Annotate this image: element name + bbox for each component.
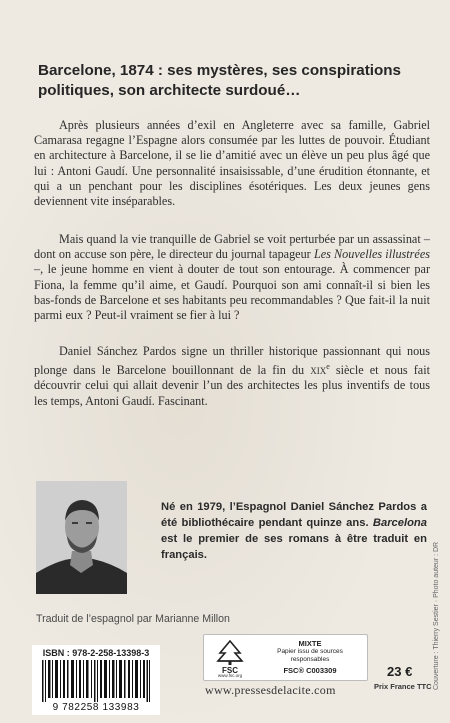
fsc-mixte: MIXTE [298,639,322,648]
headline: Barcelone, 1874 : ses mystères, ses conspirations politiques, son architecte surdoué… [38,62,402,99]
fsc-certification-label [203,634,368,681]
fsc-tree-logo-icon [210,639,250,675]
paragraph-2-part-2: –, le jeune homme en vient à douter de tout son entourage. À commencer par Fiona, la femme qu’il aime, et Gaudí. Pourquoi son ami connaît-il si bien les bas-fonds de Barcelone et ses habitants peu recommandables ? Que fait-il la nuit parmi eux ? Peut-il vraiment se fier à lui ? [34,262,430,323]
fsc-site: www.fsc.org [217,673,243,678]
author-bio-part-1: Né en 1979, l’Espagnol Daniel Sánchez Pardos a été bibliothécaire pendant quinze ans. [161,501,427,529]
barcode-block [32,645,160,715]
book-title: Barcelona [372,517,427,529]
author-photo [36,481,127,594]
paragraph-2-part-1: Mais quand la vie tranquille de Gabriel se voit perturbée par un assassinat – dont on accuse son père, le directeur du journal tapageur [34,232,430,262]
price-label: Prix France TTC [374,682,432,691]
synopsis-paragraph-2 [34,232,430,323]
isbn-number: ISBN : 978-2-258-13398-3 [42,648,150,658]
publisher-website[interactable]: www.pressesdelacite.com [205,683,336,697]
author-bio-part-2: est le premier de ses romans à être traduit en français. [161,533,427,561]
fsc-code: FSC® C003309 [283,666,337,675]
fsc-logo-text: FSC [222,666,238,675]
paragraph-3-part-2: siècle et nous fait découvrir celui qui allait devenir l’un des architectes les plus inventifs de tous les temps, Antoni Gaudí. Fascinant. [34,363,430,408]
synopsis-paragraph-1: Après plusieurs années d’exil en Angleterre avec sa famille, Gabriel Camarasa regagne l’Espagne alors consumée par les luttes de pouvoir. Étudiant en architecture à Barcelone, il se lie d’amitié avec un élève un peu plus âgé que lui : Antoni Gaudí. Une personnalité insaisissable, d’une érudition étonnante, et qui a un penchant pour les disciplines ésotériques. Les deux jeunes gens deviennent vite inséparables. [34,118,430,209]
ean-digits: 9 782258 133983 [52,702,140,713]
review-paragraph [34,344,430,409]
century-numeral: xix [310,363,327,378]
author-bio [161,499,427,563]
fsc-sub-2: responsables [290,655,330,663]
paragraph-3-part-1: Daniel Sánchez Pardos signe un thriller historique passionnant qui nous plonge dans le Barcelone bouillonnant de la fin du [34,344,430,378]
fsc-sub-1: Papier issu de sources [277,648,343,655]
fsc-text [256,639,364,675]
cover-credits: Couverture : Thierry Sestier · Photo auteur : DR [433,541,440,690]
newspaper-title: Les Nouvelles illustrées [313,247,430,262]
translator-credit: Traduit de l’espagnol par Marianne Millon [36,613,230,625]
price: 23 € [387,664,413,679]
century-suffix: e [326,362,330,372]
barcode-icon [42,660,150,702]
